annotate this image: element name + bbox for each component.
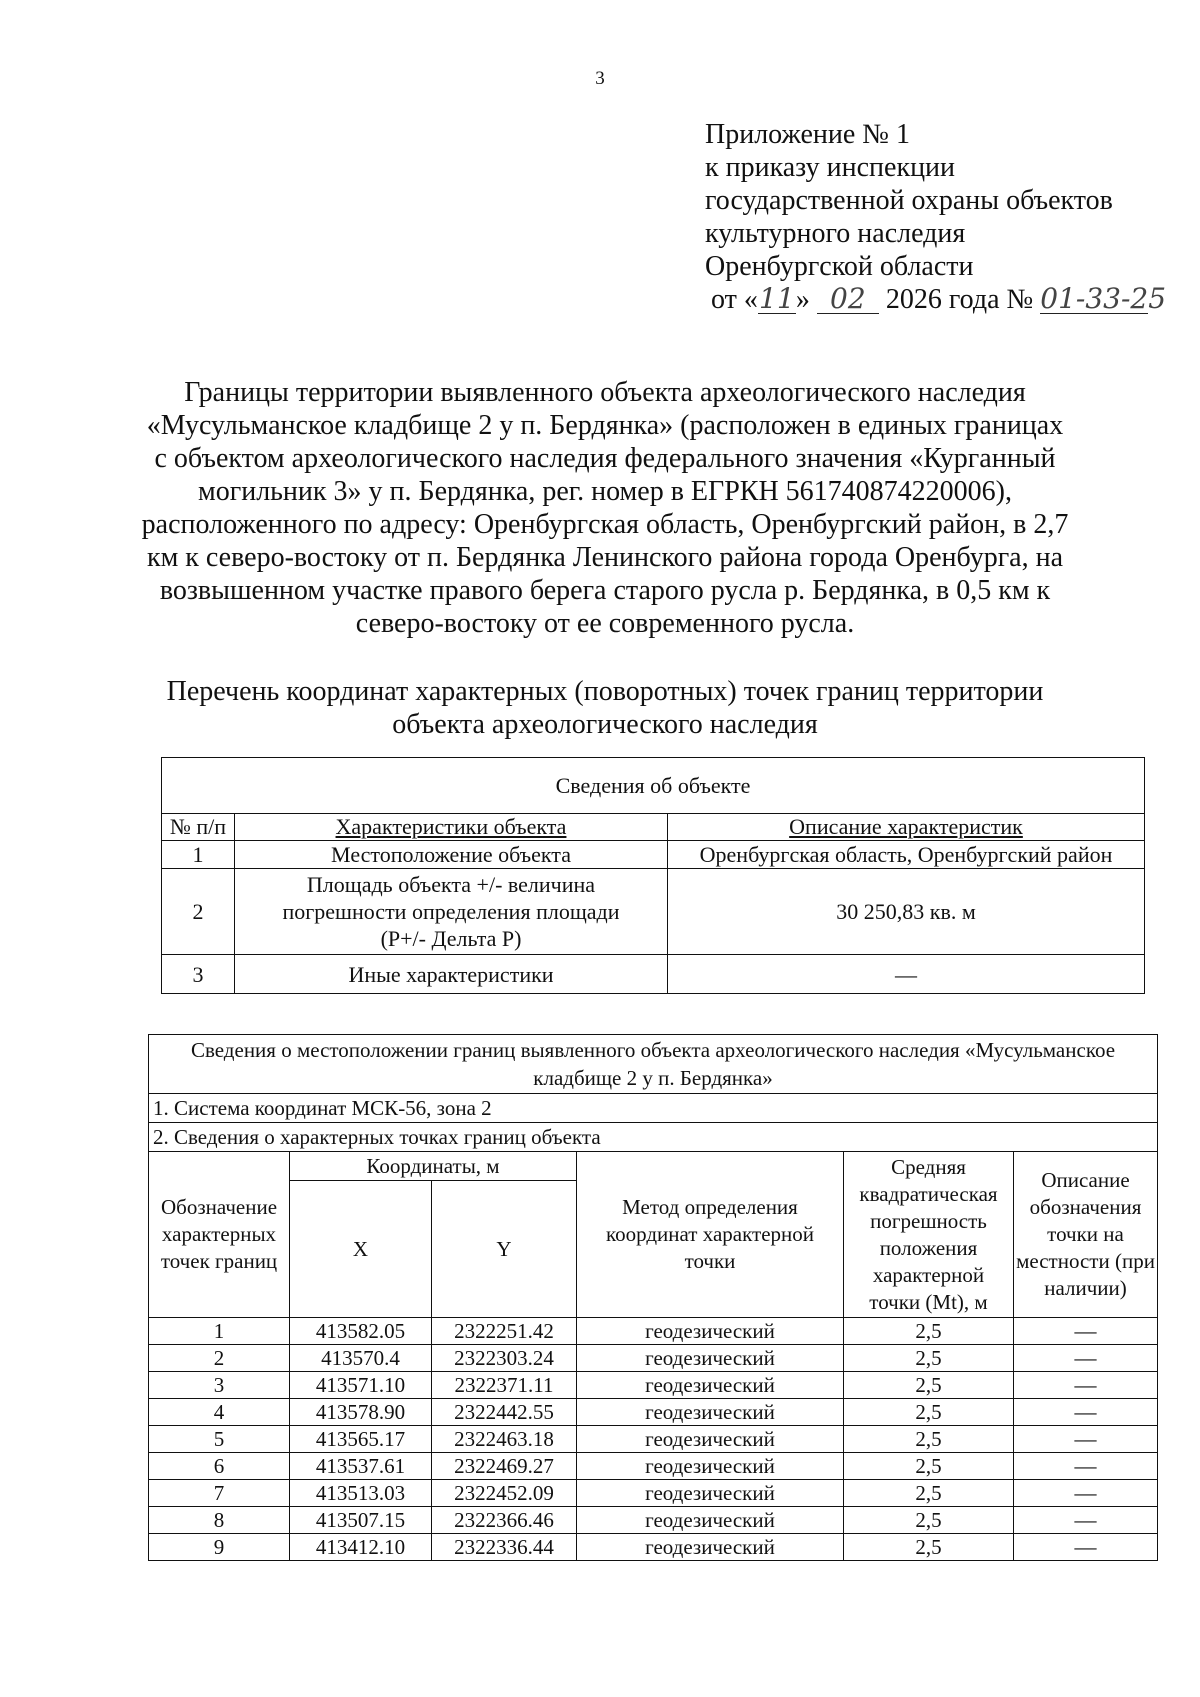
header-method: Метод определения координат характерной точки <box>577 1152 844 1318</box>
coord-y: 2322463.18 <box>432 1426 577 1453</box>
point-description: — <box>1014 1372 1158 1399</box>
header-x: X <box>290 1181 432 1318</box>
point-description: — <box>1014 1453 1158 1480</box>
point-description: — <box>1014 1345 1158 1372</box>
object-table-caption: Сведения об объекте <box>162 758 1145 814</box>
table-row <box>149 1453 1158 1480</box>
point-description: — <box>1014 1399 1158 1426</box>
table-row <box>149 1534 1158 1561</box>
mt-value: 2,5 <box>844 1372 1014 1399</box>
method: геодезический <box>577 1453 844 1480</box>
row-name: Площадь объекта +/- величина погрешности определения площади (Р+/- Дельта Р) <box>235 869 668 955</box>
mt-value: 2,5 <box>844 1318 1014 1345</box>
coord-y: 2322469.27 <box>432 1453 577 1480</box>
header-designation: Обозначение характерных точек границ <box>149 1152 290 1318</box>
header-coordinates: Координаты, м <box>290 1152 577 1181</box>
method: геодезический <box>577 1399 844 1426</box>
table-row <box>149 1318 1158 1345</box>
coord-x: 413582.05 <box>290 1318 432 1345</box>
coordinate-system: 1. Система координат МСК-56, зона 2 <box>149 1094 1158 1123</box>
table-row <box>149 1507 1158 1534</box>
mt-value: 2,5 <box>844 1345 1014 1372</box>
point-number: 8 <box>149 1507 290 1534</box>
point-number: 9 <box>149 1534 290 1561</box>
mt-value: 2,5 <box>844 1426 1014 1453</box>
coord-y: 2322366.46 <box>432 1507 577 1534</box>
method: геодезический <box>577 1345 844 1372</box>
coord-x: 413578.90 <box>290 1399 432 1426</box>
coord-y: 2322336.44 <box>432 1534 577 1561</box>
mt-value: 2,5 <box>844 1399 1014 1426</box>
points-caption: 2. Сведения о характерных точках границ объекта <box>149 1123 1158 1152</box>
coord-x: 413570.4 <box>290 1345 432 1372</box>
point-number: 2 <box>149 1345 290 1372</box>
mt-value: 2,5 <box>844 1534 1014 1561</box>
coord-x: 413507.15 <box>290 1507 432 1534</box>
order-day: 11 <box>759 282 795 315</box>
point-description: — <box>1014 1534 1158 1561</box>
coord-x: 413571.10 <box>290 1372 432 1399</box>
mt-value: 2,5 <box>844 1480 1014 1507</box>
mt-value: 2,5 <box>844 1453 1014 1480</box>
point-description: — <box>1014 1480 1158 1507</box>
order-year-text: 2026 года № <box>885 284 1034 315</box>
mt-value: 2,5 <box>844 1507 1014 1534</box>
point-number: 5 <box>149 1426 290 1453</box>
coord-y: 2322452.09 <box>432 1480 577 1507</box>
appendix-date-line <box>711 282 1167 316</box>
page-number: 3 <box>595 68 605 89</box>
table-row <box>162 841 1145 869</box>
row-num: 1 <box>162 841 235 869</box>
point-description: — <box>1014 1507 1158 1534</box>
document-title: Границы территории выявленного объекта археологического наследия «Мусульманское кладбище 2 у п. Бердянка» (расположен в единых границах с объектом археологического наследия федерального значения «Курганный могильник 3» у п. Бердянка, рег. номер в ЕГРКН 561740874220006), расположенного по адресу: Оренбургская область, Оренбургский район, в 2,7 км к северо-востоку от п. Бердянка Ленинского района города Оренбурга, на возвышенном участке правого берега старого русла р. Бердянка, в 0,5 км к северо-востоку от ее современного русла. <box>141 377 1069 639</box>
method: геодезический <box>577 1318 844 1345</box>
coord-y: 2322251.42 <box>432 1318 577 1345</box>
row-name: Местоположение объекта <box>235 841 668 869</box>
order-month: 02 <box>817 285 879 314</box>
row-value: — <box>668 955 1145 994</box>
point-description: — <box>1014 1426 1158 1453</box>
table-row <box>149 1399 1158 1426</box>
table-row <box>162 869 1145 955</box>
point-number: 6 <box>149 1453 290 1480</box>
row-value: Оренбургская область, Оренбургский район <box>668 841 1145 869</box>
object-info-table <box>161 757 1145 994</box>
date-mid: » <box>795 284 810 315</box>
list-title: Перечень координат характерных (поворотных) точек границ территории объекта археологического наследия <box>166 676 1044 740</box>
appendix-line-5: Оренбургской области <box>705 251 974 282</box>
method: геодезический <box>577 1534 844 1561</box>
method: геодезический <box>577 1480 844 1507</box>
point-number: 7 <box>149 1480 290 1507</box>
boundary-coordinates-table <box>148 1034 1158 1561</box>
point-number: 3 <box>149 1372 290 1399</box>
row-num: 2 <box>162 869 235 955</box>
header-num: № п/п <box>162 814 235 841</box>
appendix-line-3: государственной охраны объектов <box>705 185 1113 216</box>
appendix-line-1: Приложение № 1 <box>705 119 910 150</box>
coords-table-title: Сведения о местоположении границ выявленного объекта археологического наследия «Мусульманское кладбище 2 у п. Бердянка» <box>149 1035 1158 1094</box>
table-row <box>149 1345 1158 1372</box>
coord-x: 413537.61 <box>290 1453 432 1480</box>
point-number: 4 <box>149 1399 290 1426</box>
appendix-header <box>705 118 1167 316</box>
header-point-description: Описание обозначения точки на местности (при наличии) <box>1014 1152 1158 1318</box>
table-row <box>149 1372 1158 1399</box>
table-row <box>149 1480 1158 1507</box>
header-mt: Средняя квадратическая погрешность положения характерной точки (Mt), м <box>844 1152 1014 1318</box>
row-value: 30 250,83 кв. м <box>668 869 1145 955</box>
coord-x: 413412.10 <box>290 1534 432 1561</box>
appendix-line-2: к приказу инспекции <box>705 152 956 183</box>
coord-y: 2322371.11 <box>432 1372 577 1399</box>
appendix-line-4: культурного наследия <box>705 218 966 249</box>
method: геодезический <box>577 1372 844 1399</box>
order-number: 01-33-25 <box>1040 282 1167 315</box>
coord-y: 2322442.55 <box>432 1399 577 1426</box>
coord-x: 413565.17 <box>290 1426 432 1453</box>
table-row <box>162 955 1145 994</box>
header-characteristics: Характеристики объекта <box>235 814 668 841</box>
method: геодезический <box>577 1426 844 1453</box>
table-row <box>149 1426 1158 1453</box>
point-number: 1 <box>149 1318 290 1345</box>
row-name: Иные характеристики <box>235 955 668 994</box>
header-y: Y <box>432 1181 577 1318</box>
header-description: Описание характеристик <box>668 814 1145 841</box>
coord-y: 2322303.24 <box>432 1345 577 1372</box>
method: геодезический <box>577 1507 844 1534</box>
coord-x: 413513.03 <box>290 1480 432 1507</box>
point-description: — <box>1014 1318 1158 1345</box>
date-prefix: от « <box>711 284 758 315</box>
row-num: 3 <box>162 955 235 994</box>
